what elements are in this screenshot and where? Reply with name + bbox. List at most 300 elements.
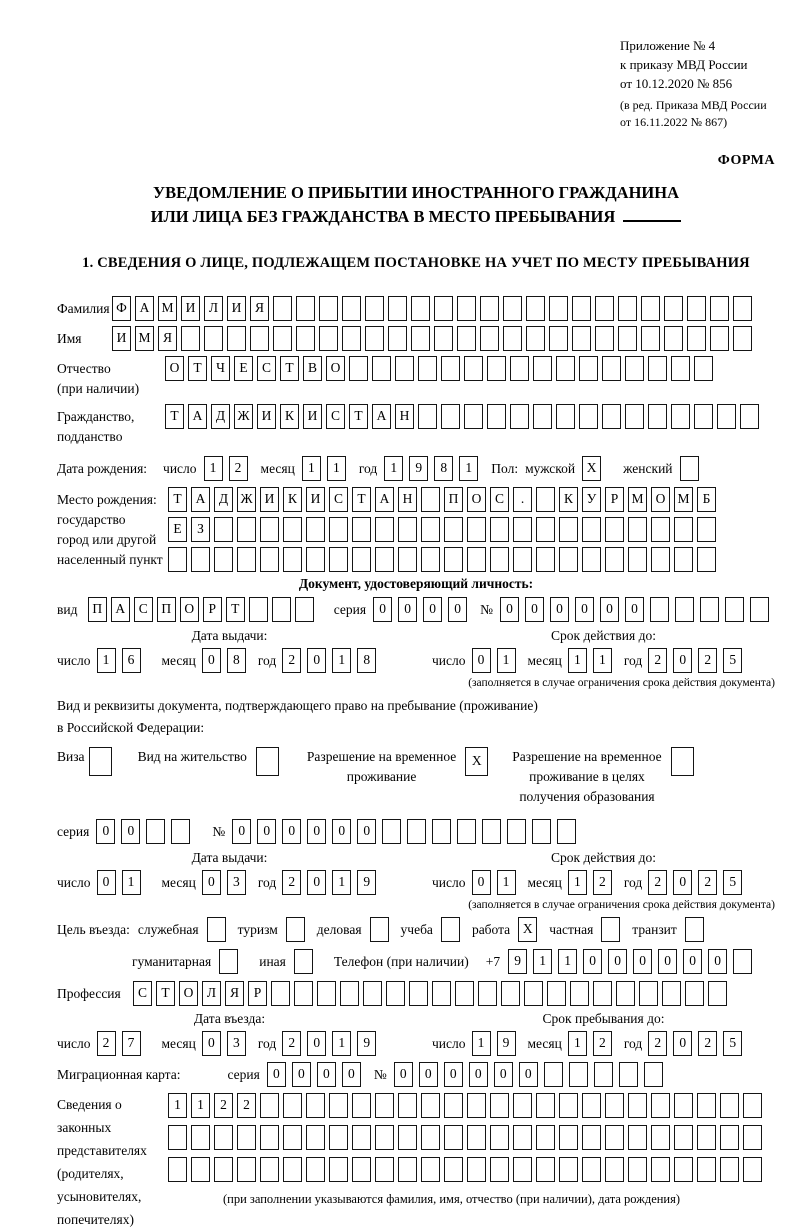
form-cell[interactable]: 1 <box>568 870 587 895</box>
form-cell[interactable] <box>272 597 291 622</box>
form-cell[interactable] <box>398 547 417 572</box>
form-cell[interactable]: 0 <box>550 597 569 622</box>
form-cell[interactable] <box>432 819 451 844</box>
form-cell[interactable]: Я <box>225 981 244 1006</box>
form-cell[interactable] <box>295 597 314 622</box>
form-cell[interactable] <box>306 1093 325 1118</box>
form-cell[interactable] <box>671 747 694 776</box>
form-cell[interactable] <box>418 356 437 381</box>
form-cell[interactable] <box>490 517 509 542</box>
form-cell[interactable]: 2 <box>282 648 301 673</box>
form-cell[interactable]: 0 <box>600 597 619 622</box>
form-cell[interactable]: И <box>112 326 131 351</box>
form-cell[interactable]: Т <box>349 404 368 429</box>
form-cell[interactable]: Я <box>158 326 177 351</box>
form-cell[interactable] <box>533 356 552 381</box>
form-cell[interactable] <box>697 547 716 572</box>
form-cell[interactable] <box>260 1125 279 1150</box>
form-cell[interactable] <box>467 1093 486 1118</box>
form-cell[interactable] <box>628 517 647 542</box>
form-cell[interactable]: С <box>134 597 153 622</box>
form-cell[interactable]: 9 <box>497 1031 516 1056</box>
form-cell[interactable]: 0 <box>472 870 491 895</box>
form-cell[interactable]: 1 <box>168 1093 187 1118</box>
form-cell[interactable]: Т <box>226 597 245 622</box>
form-cell[interactable]: Т <box>280 356 299 381</box>
form-cell[interactable] <box>605 547 624 572</box>
form-cell[interactable]: Б <box>697 487 716 512</box>
form-cell[interactable]: 0 <box>419 1062 438 1087</box>
form-cell[interactable] <box>549 296 568 321</box>
form-cell[interactable]: А <box>372 404 391 429</box>
form-cell[interactable]: Ф <box>112 296 131 321</box>
form-cell[interactable] <box>595 296 614 321</box>
form-cell[interactable] <box>375 517 394 542</box>
form-cell[interactable] <box>319 326 338 351</box>
form-cell[interactable]: К <box>559 487 578 512</box>
form-cell[interactable] <box>556 356 575 381</box>
form-cell[interactable] <box>273 326 292 351</box>
form-cell[interactable] <box>648 356 667 381</box>
form-cell[interactable]: 2 <box>282 870 301 895</box>
form-cell[interactable] <box>467 1157 486 1182</box>
form-cell[interactable] <box>618 296 637 321</box>
form-cell[interactable]: И <box>260 487 279 512</box>
form-cell[interactable] <box>616 981 635 1006</box>
form-cell[interactable]: 2 <box>282 1031 301 1056</box>
form-cell[interactable]: 0 <box>494 1062 513 1087</box>
form-cell[interactable] <box>644 1062 663 1087</box>
form-cell[interactable]: 1 <box>327 456 346 481</box>
form-cell[interactable] <box>572 326 591 351</box>
form-cell[interactable] <box>536 487 555 512</box>
form-cell[interactable]: Е <box>168 517 187 542</box>
form-cell[interactable]: А <box>135 296 154 321</box>
form-cell[interactable]: 0 <box>575 597 594 622</box>
form-cell[interactable]: 0 <box>658 949 677 974</box>
form-cell[interactable]: С <box>257 356 276 381</box>
form-cell[interactable] <box>513 1125 532 1150</box>
form-cell[interactable] <box>725 597 744 622</box>
form-cell[interactable] <box>641 296 660 321</box>
form-cell[interactable] <box>398 1093 417 1118</box>
form-cell[interactable]: 0 <box>357 819 376 844</box>
form-cell[interactable] <box>219 949 238 974</box>
form-cell[interactable] <box>421 517 440 542</box>
form-cell[interactable] <box>329 517 348 542</box>
form-cell[interactable] <box>501 981 520 1006</box>
form-cell[interactable] <box>664 326 683 351</box>
form-cell[interactable] <box>464 404 483 429</box>
form-cell[interactable] <box>214 547 233 572</box>
form-cell[interactable] <box>533 404 552 429</box>
form-cell[interactable] <box>697 1157 716 1182</box>
form-cell[interactable]: 1 <box>122 870 141 895</box>
form-cell[interactable] <box>628 1093 647 1118</box>
form-cell[interactable] <box>720 1157 739 1182</box>
form-cell[interactable] <box>536 1157 555 1182</box>
form-cell[interactable] <box>482 819 501 844</box>
form-cell[interactable]: С <box>133 981 152 1006</box>
form-cell[interactable] <box>365 296 384 321</box>
form-cell[interactable] <box>700 597 719 622</box>
form-cell[interactable]: 1 <box>204 456 223 481</box>
form-cell[interactable] <box>237 1157 256 1182</box>
form-cell[interactable] <box>352 1093 371 1118</box>
form-cell[interactable] <box>685 981 704 1006</box>
form-cell[interactable] <box>260 517 279 542</box>
form-cell[interactable] <box>536 517 555 542</box>
form-cell[interactable] <box>375 547 394 572</box>
form-cell[interactable] <box>544 1062 563 1087</box>
form-cell[interactable] <box>743 1157 762 1182</box>
form-cell[interactable] <box>549 326 568 351</box>
form-cell[interactable]: Т <box>188 356 207 381</box>
form-cell[interactable] <box>557 819 576 844</box>
form-cell[interactable]: О <box>467 487 486 512</box>
form-cell[interactable] <box>444 1157 463 1182</box>
form-cell[interactable] <box>532 819 551 844</box>
form-cell[interactable] <box>444 517 463 542</box>
form-cell[interactable] <box>487 404 506 429</box>
form-cell[interactable] <box>249 597 268 622</box>
form-cell[interactable] <box>687 326 706 351</box>
form-cell[interactable]: 6 <box>122 648 141 673</box>
form-cell[interactable]: 9 <box>357 870 376 895</box>
form-cell[interactable] <box>513 1157 532 1182</box>
form-cell[interactable] <box>260 1157 279 1182</box>
form-cell[interactable] <box>273 296 292 321</box>
form-cell[interactable]: И <box>181 296 200 321</box>
form-cell[interactable] <box>556 404 575 429</box>
form-cell[interactable] <box>697 1125 716 1150</box>
form-cell[interactable] <box>168 1157 187 1182</box>
form-cell[interactable] <box>306 1125 325 1150</box>
form-cell[interactable] <box>536 1093 555 1118</box>
form-cell[interactable] <box>457 326 476 351</box>
form-cell[interactable]: 1 <box>191 1093 210 1118</box>
form-cell[interactable] <box>204 326 223 351</box>
form-cell[interactable] <box>648 404 667 429</box>
form-cell[interactable] <box>457 296 476 321</box>
form-cell[interactable] <box>398 1157 417 1182</box>
form-cell[interactable]: 0 <box>307 1031 326 1056</box>
form-cell[interactable] <box>398 1125 417 1150</box>
form-cell[interactable] <box>490 547 509 572</box>
form-cell[interactable] <box>524 981 543 1006</box>
form-cell[interactable]: Т <box>168 487 187 512</box>
form-cell[interactable] <box>421 487 440 512</box>
form-cell[interactable] <box>559 1125 578 1150</box>
form-cell[interactable]: 0 <box>202 1031 221 1056</box>
form-cell[interactable]: Н <box>395 404 414 429</box>
form-cell[interactable] <box>432 981 451 1006</box>
form-cell[interactable] <box>490 1125 509 1150</box>
form-cell[interactable] <box>708 981 727 1006</box>
form-cell[interactable]: 1 <box>568 1031 587 1056</box>
form-cell[interactable]: 0 <box>332 819 351 844</box>
form-cell[interactable] <box>306 547 325 572</box>
form-cell[interactable]: Л <box>204 296 223 321</box>
form-cell[interactable] <box>467 1125 486 1150</box>
form-cell[interactable] <box>664 296 683 321</box>
form-cell[interactable]: 0 <box>317 1062 336 1087</box>
form-cell[interactable] <box>191 1125 210 1150</box>
form-cell[interactable]: X <box>465 747 488 776</box>
form-cell[interactable] <box>605 1093 624 1118</box>
form-cell[interactable] <box>455 981 474 1006</box>
form-cell[interactable]: 8 <box>434 456 453 481</box>
form-cell[interactable] <box>260 1093 279 1118</box>
form-cell[interactable] <box>441 356 460 381</box>
form-cell[interactable]: Ж <box>234 404 253 429</box>
form-cell[interactable] <box>490 1157 509 1182</box>
form-cell[interactable] <box>375 1157 394 1182</box>
form-cell[interactable] <box>593 981 612 1006</box>
form-cell[interactable]: 1 <box>533 949 552 974</box>
form-cell[interactable]: П <box>157 597 176 622</box>
form-cell[interactable]: М <box>628 487 647 512</box>
form-cell[interactable] <box>559 1093 578 1118</box>
form-cell[interactable]: 1 <box>593 648 612 673</box>
form-cell[interactable] <box>605 1125 624 1150</box>
form-cell[interactable] <box>628 1157 647 1182</box>
form-cell[interactable]: М <box>158 296 177 321</box>
form-cell[interactable] <box>237 1125 256 1150</box>
form-cell[interactable] <box>395 356 414 381</box>
form-cell[interactable]: 0 <box>96 819 115 844</box>
form-cell[interactable] <box>227 326 246 351</box>
form-cell[interactable]: 0 <box>708 949 727 974</box>
form-cell[interactable]: И <box>306 487 325 512</box>
form-cell[interactable] <box>618 326 637 351</box>
form-cell[interactable]: 0 <box>394 1062 413 1087</box>
form-cell[interactable] <box>526 326 545 351</box>
form-cell[interactable]: 0 <box>525 597 544 622</box>
form-cell[interactable]: 5 <box>723 870 742 895</box>
form-cell[interactable] <box>421 547 440 572</box>
form-cell[interactable] <box>89 747 112 776</box>
form-cell[interactable] <box>352 517 371 542</box>
form-cell[interactable]: М <box>674 487 693 512</box>
form-cell[interactable]: 2 <box>214 1093 233 1118</box>
form-cell[interactable] <box>372 356 391 381</box>
form-cell[interactable]: 1 <box>472 1031 491 1056</box>
form-cell[interactable] <box>271 981 290 1006</box>
form-cell[interactable]: И <box>257 404 276 429</box>
form-cell[interactable] <box>503 326 522 351</box>
form-cell[interactable] <box>375 1093 394 1118</box>
form-cell[interactable]: 2 <box>593 1031 612 1056</box>
form-cell[interactable]: 0 <box>121 819 140 844</box>
form-cell[interactable] <box>388 296 407 321</box>
form-cell[interactable] <box>294 949 313 974</box>
form-cell[interactable] <box>340 981 359 1006</box>
form-cell[interactable]: 1 <box>497 870 516 895</box>
form-cell[interactable] <box>743 1125 762 1150</box>
form-cell[interactable] <box>733 949 752 974</box>
form-cell[interactable]: А <box>375 487 394 512</box>
form-cell[interactable]: 0 <box>519 1062 538 1087</box>
form-cell[interactable] <box>674 1125 693 1150</box>
form-cell[interactable] <box>168 1125 187 1150</box>
form-cell[interactable] <box>625 404 644 429</box>
form-cell[interactable]: 0 <box>444 1062 463 1087</box>
form-cell[interactable] <box>171 819 190 844</box>
form-cell[interactable]: М <box>135 326 154 351</box>
form-cell[interactable] <box>329 1157 348 1182</box>
form-cell[interactable]: 0 <box>373 597 392 622</box>
form-cell[interactable]: 9 <box>357 1031 376 1056</box>
form-cell[interactable]: 1 <box>97 648 116 673</box>
form-cell[interactable]: Р <box>605 487 624 512</box>
form-cell[interactable] <box>444 1125 463 1150</box>
form-cell[interactable] <box>421 1125 440 1150</box>
form-cell[interactable] <box>601 917 620 942</box>
form-cell[interactable]: 0 <box>423 597 442 622</box>
form-cell[interactable] <box>365 326 384 351</box>
form-cell[interactable]: 0 <box>267 1062 286 1087</box>
form-cell[interactable] <box>352 1125 371 1150</box>
form-cell[interactable]: 3 <box>227 1031 246 1056</box>
form-cell[interactable] <box>513 1093 532 1118</box>
form-cell[interactable] <box>342 326 361 351</box>
form-cell[interactable] <box>370 917 389 942</box>
form-cell[interactable] <box>651 1157 670 1182</box>
form-cell[interactable] <box>625 356 644 381</box>
form-cell[interactable] <box>675 597 694 622</box>
form-cell[interactable]: 2 <box>97 1031 116 1056</box>
form-cell[interactable]: 0 <box>307 819 326 844</box>
form-cell[interactable]: 2 <box>229 456 248 481</box>
form-cell[interactable] <box>319 296 338 321</box>
form-cell[interactable]: О <box>651 487 670 512</box>
form-cell[interactable] <box>674 1157 693 1182</box>
form-cell[interactable] <box>570 981 589 1006</box>
form-cell[interactable] <box>605 1157 624 1182</box>
form-cell[interactable] <box>602 356 621 381</box>
form-cell[interactable]: В <box>303 356 322 381</box>
form-cell[interactable] <box>237 547 256 572</box>
form-cell[interactable]: 0 <box>257 819 276 844</box>
form-cell[interactable] <box>375 1125 394 1150</box>
form-cell[interactable] <box>294 981 313 1006</box>
form-cell[interactable] <box>582 1125 601 1150</box>
form-cell[interactable] <box>628 547 647 572</box>
form-cell[interactable]: 0 <box>583 949 602 974</box>
form-cell[interactable]: 0 <box>202 870 221 895</box>
form-cell[interactable]: Я <box>250 296 269 321</box>
form-cell[interactable]: 2 <box>698 648 717 673</box>
form-cell[interactable]: 0 <box>232 819 251 844</box>
form-cell[interactable] <box>191 547 210 572</box>
form-cell[interactable] <box>710 296 729 321</box>
form-cell[interactable]: 1 <box>497 648 516 673</box>
form-cell[interactable] <box>750 597 769 622</box>
form-cell[interactable]: 2 <box>648 648 667 673</box>
form-cell[interactable] <box>694 356 713 381</box>
form-cell[interactable]: 1 <box>332 648 351 673</box>
form-cell[interactable] <box>720 1125 739 1150</box>
form-cell[interactable] <box>513 547 532 572</box>
form-cell[interactable]: 2 <box>593 870 612 895</box>
form-cell[interactable] <box>207 917 226 942</box>
form-cell[interactable] <box>582 1157 601 1182</box>
form-cell[interactable] <box>168 547 187 572</box>
form-cell[interactable]: 1 <box>384 456 403 481</box>
form-cell[interactable] <box>579 404 598 429</box>
form-cell[interactable] <box>329 547 348 572</box>
form-cell[interactable] <box>306 517 325 542</box>
form-cell[interactable]: 1 <box>558 949 577 974</box>
form-cell[interactable]: И <box>227 296 246 321</box>
form-cell[interactable] <box>296 296 315 321</box>
form-cell[interactable] <box>503 296 522 321</box>
form-cell[interactable]: X <box>518 917 537 942</box>
form-cell[interactable] <box>547 981 566 1006</box>
form-cell[interactable] <box>559 517 578 542</box>
form-cell[interactable] <box>349 356 368 381</box>
form-cell[interactable]: Т <box>156 981 175 1006</box>
form-cell[interactable] <box>507 819 526 844</box>
form-cell[interactable] <box>283 1093 302 1118</box>
form-cell[interactable] <box>641 326 660 351</box>
form-cell[interactable]: Т <box>165 404 184 429</box>
form-cell[interactable] <box>569 1062 588 1087</box>
form-cell[interactable] <box>409 981 428 1006</box>
form-cell[interactable] <box>594 1062 613 1087</box>
form-cell[interactable] <box>283 1157 302 1182</box>
form-cell[interactable]: А <box>111 597 130 622</box>
form-cell[interactable]: У <box>582 487 601 512</box>
form-cell[interactable] <box>595 326 614 351</box>
form-cell[interactable] <box>398 517 417 542</box>
form-cell[interactable]: С <box>329 487 348 512</box>
form-cell[interactable] <box>619 1062 638 1087</box>
form-cell[interactable] <box>286 917 305 942</box>
form-cell[interactable]: 0 <box>398 597 417 622</box>
form-cell[interactable]: 0 <box>307 648 326 673</box>
form-cell[interactable] <box>480 326 499 351</box>
form-cell[interactable]: Р <box>248 981 267 1006</box>
form-cell[interactable] <box>639 981 658 1006</box>
form-cell[interactable] <box>214 1125 233 1150</box>
form-cell[interactable] <box>317 981 336 1006</box>
form-cell[interactable] <box>146 819 165 844</box>
form-cell[interactable] <box>434 296 453 321</box>
form-cell[interactable]: Л <box>202 981 221 1006</box>
form-cell[interactable] <box>510 404 529 429</box>
form-cell[interactable] <box>342 296 361 321</box>
form-cell[interactable]: 2 <box>698 870 717 895</box>
form-cell[interactable] <box>694 404 713 429</box>
form-cell[interactable] <box>214 1157 233 1182</box>
form-cell[interactable]: А <box>191 487 210 512</box>
form-cell[interactable]: П <box>444 487 463 512</box>
form-cell[interactable]: К <box>283 487 302 512</box>
form-cell[interactable]: 0 <box>500 597 519 622</box>
form-cell[interactable]: Н <box>398 487 417 512</box>
form-cell[interactable]: 2 <box>648 1031 667 1056</box>
form-cell[interactable]: 2 <box>698 1031 717 1056</box>
form-cell[interactable] <box>256 747 279 776</box>
form-cell[interactable]: 1 <box>568 648 587 673</box>
form-cell[interactable] <box>490 1093 509 1118</box>
form-cell[interactable]: И <box>303 404 322 429</box>
form-cell[interactable] <box>441 917 460 942</box>
form-cell[interactable] <box>697 517 716 542</box>
form-cell[interactable] <box>743 1093 762 1118</box>
